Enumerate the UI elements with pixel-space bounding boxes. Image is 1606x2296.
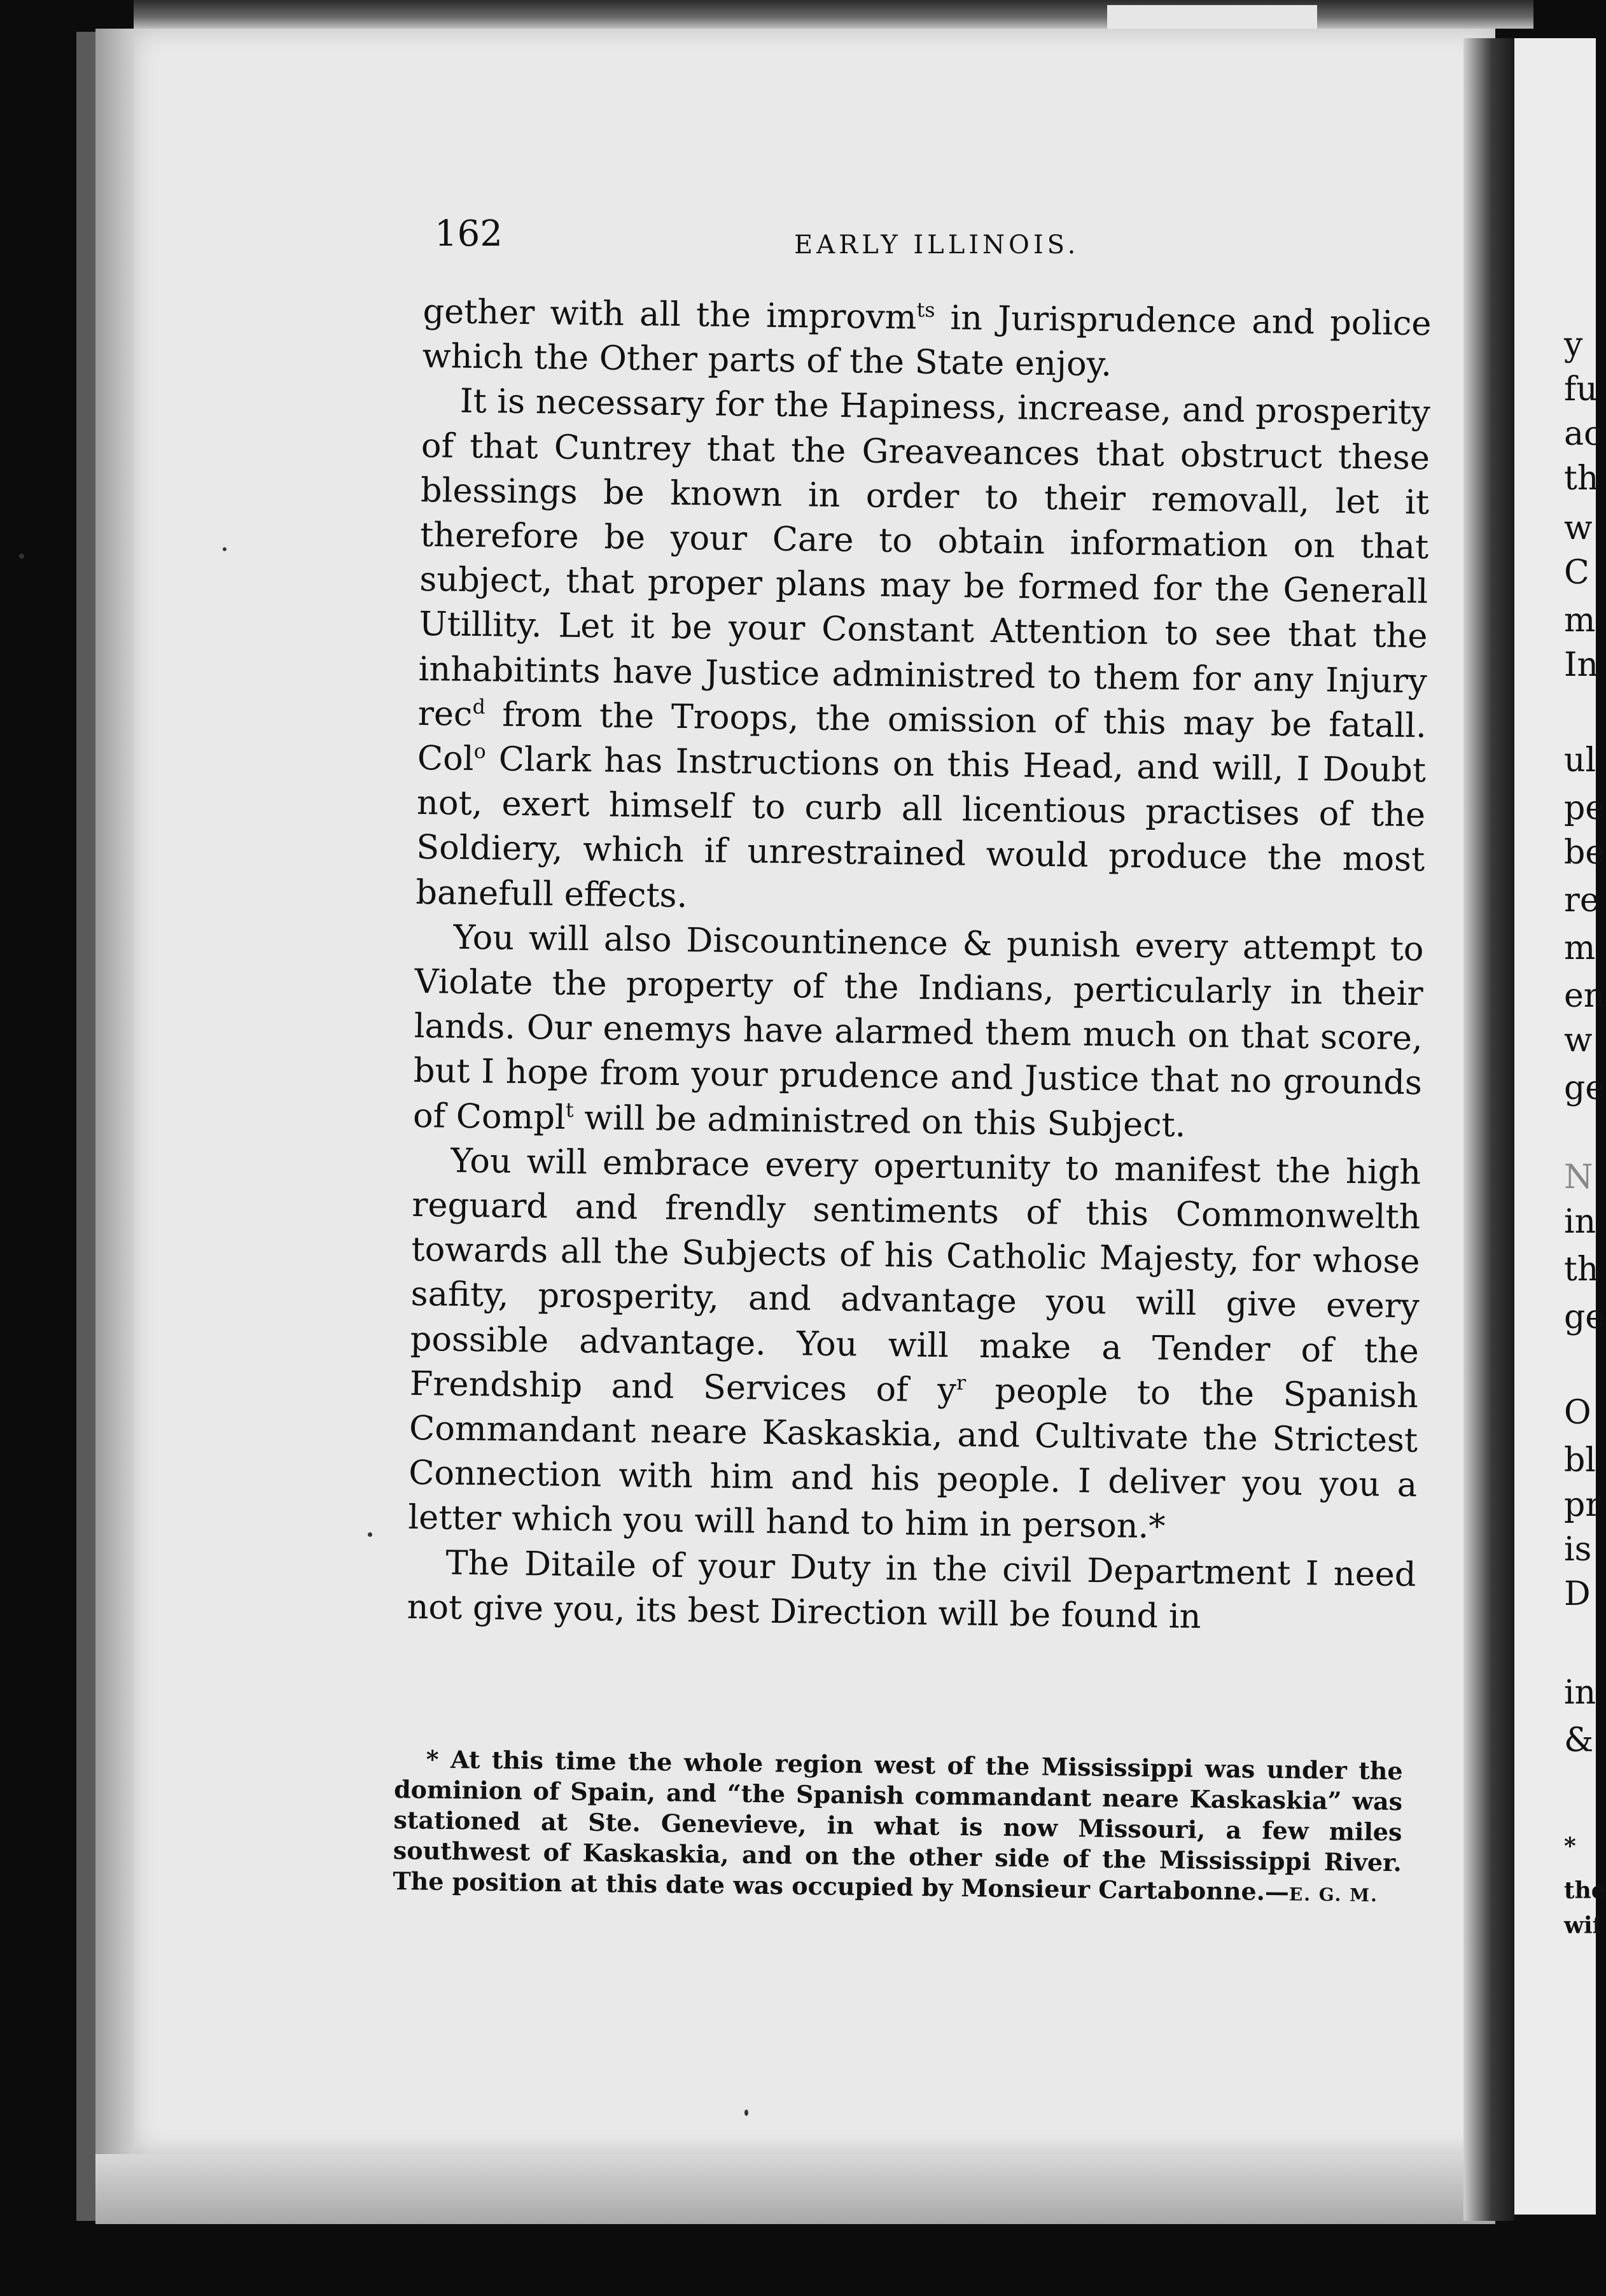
facing-page-fragment: en <box>1564 977 1605 1015</box>
footnote-text: * At this time the whole region west of the Mississippi was under the dominion of Spain, and “the Spanish commandant neare Kaskaskia” was stationed at Ste. Genevieve, in what is now Missouri, a few miles southwest of Kaskaskia, and on the other side of the Mississippi River. The position at this date was occupied by Monsieur Cartabonne.— <box>393 1744 1403 1907</box>
facing-page-fragment: in <box>1564 1203 1596 1241</box>
text-run: in Jurisprudence and police which the Other parts of the State enjoy. <box>422 298 1432 384</box>
scan-speck <box>368 1532 372 1537</box>
facing-page-fragment: bl <box>1564 1441 1596 1480</box>
facing-page-fragment: In <box>1564 646 1599 684</box>
text-run: will be administred on this Subject. <box>573 1098 1186 1145</box>
paragraph-4 <box>408 1138 1421 1553</box>
page-number: 162 <box>435 213 503 255</box>
facing-page-fragment: fu <box>1564 370 1598 409</box>
facing-page-fragment: m <box>1564 601 1596 640</box>
page-bottom-edge <box>95 2154 1495 2224</box>
facing-page-fragment: m <box>1564 929 1596 967</box>
text-run: It is necessary for the Hapiness, increase, and prosperity of that Cuntrey that the Greaveances that obstruct these blessings be known in order to their removall, let it therefore be your Care to obtain information on that subject, that proper plans may be formed for the Generall Utillity. Let it be your Constant Attention to see that the inhabitints have Justice administred to them for any Injury rec <box>417 382 1431 734</box>
text-run: gether with all the improvm <box>422 291 917 337</box>
facing-page-fragment: th <box>1564 459 1599 498</box>
facing-page-fragment: ac <box>1564 415 1603 453</box>
running-head: EARLY ILLINOIS. <box>794 230 1080 260</box>
superscript: r <box>956 1371 967 1395</box>
superscript: ts <box>916 298 935 322</box>
facing-page-fragment: C <box>1564 554 1589 592</box>
facing-page-fragment: ge <box>1564 1069 1605 1107</box>
footnote-signature: E. G. M. <box>1288 1884 1379 1906</box>
facing-page-fragment: w <box>1564 1021 1593 1060</box>
facing-page-fragment: ge <box>1564 1298 1605 1336</box>
facing-page-fragment: th <box>1564 1250 1599 1289</box>
paragraph-5: The Ditaile of your Duty in the civil Department I need not give you, its best Direction will be found in <box>407 1543 1416 1636</box>
superscript: t <box>565 1098 574 1122</box>
facing-page-fragment: pr <box>1564 1486 1602 1524</box>
text-run: people to the Spanish Commandant neare Kaskaskia, and Cultivate the Strictest Connection with him and his people. I deliver you you a letter which you will hand to him in person.* <box>408 1371 1419 1546</box>
scan-speck <box>19 554 24 559</box>
facing-page-fragment: * <box>1564 1833 1576 1859</box>
page-edge-shadow <box>76 32 95 2221</box>
superscript: o <box>473 740 486 764</box>
page-edge <box>95 29 134 2224</box>
facing-page-fragment: in <box>1564 1674 1596 1712</box>
page-body <box>407 290 1432 1642</box>
paragraph-2 <box>415 379 1430 927</box>
footnote-paragraph <box>393 1744 1403 1911</box>
facing-page-fragment: the <box>1564 1877 1606 1904</box>
facing-page-fragment: y <box>1564 326 1583 364</box>
text-run: Clark has Instructions on this Head, and will, I Doubt not, exert himself to curb all licentious practises of the Soldiery, which if unrestrained would produce the most banefull effects. <box>415 739 1427 915</box>
text-run: You will embrace every opertunity to manifest the high reguard and frendly sentiments of this Commonwelth towards all the Subjects of his Catholic Majesty, for whose safity, prosperity, and advantage you will give every possible advantage. You will make a Tender of the Frendship and Services of y <box>409 1141 1421 1410</box>
facing-page-fragment: O <box>1564 1394 1591 1432</box>
facing-page-fragment: & <box>1564 1721 1594 1760</box>
facing-page-fragment: D <box>1564 1575 1591 1613</box>
facing-page-fragment: pe <box>1564 789 1605 827</box>
facing-page-fragment: ul <box>1564 741 1596 780</box>
text-run: You will also Discountinence & punish every attempt to Violate the property of the Indians, perticularly in their lands. Our enemys have alarmed them much on that score, but I hope from your prudence and Justice that no grounds of Compl <box>412 918 1424 1137</box>
facing-page-fragment: wif <box>1564 1912 1603 1939</box>
facing-page-fragment: w <box>1564 509 1593 547</box>
facing-page-fragment: N <box>1564 1158 1593 1196</box>
paragraph-1 <box>422 290 1432 391</box>
binding-strip <box>134 0 1533 29</box>
facing-page-fragment: is <box>1564 1530 1592 1569</box>
scan-speck <box>744 2110 748 2116</box>
facing-page-fragment: be <box>1564 834 1605 872</box>
facing-page-fragment: re <box>1564 881 1600 920</box>
superscript: d <box>472 695 485 719</box>
paragraph-3 <box>413 915 1424 1151</box>
book-gutter <box>1463 38 1514 2221</box>
footnote <box>393 1744 1403 1911</box>
text-run: from the Troops, the omission of this may be fatall. Col <box>417 695 1427 779</box>
scan-speck <box>223 547 227 551</box>
